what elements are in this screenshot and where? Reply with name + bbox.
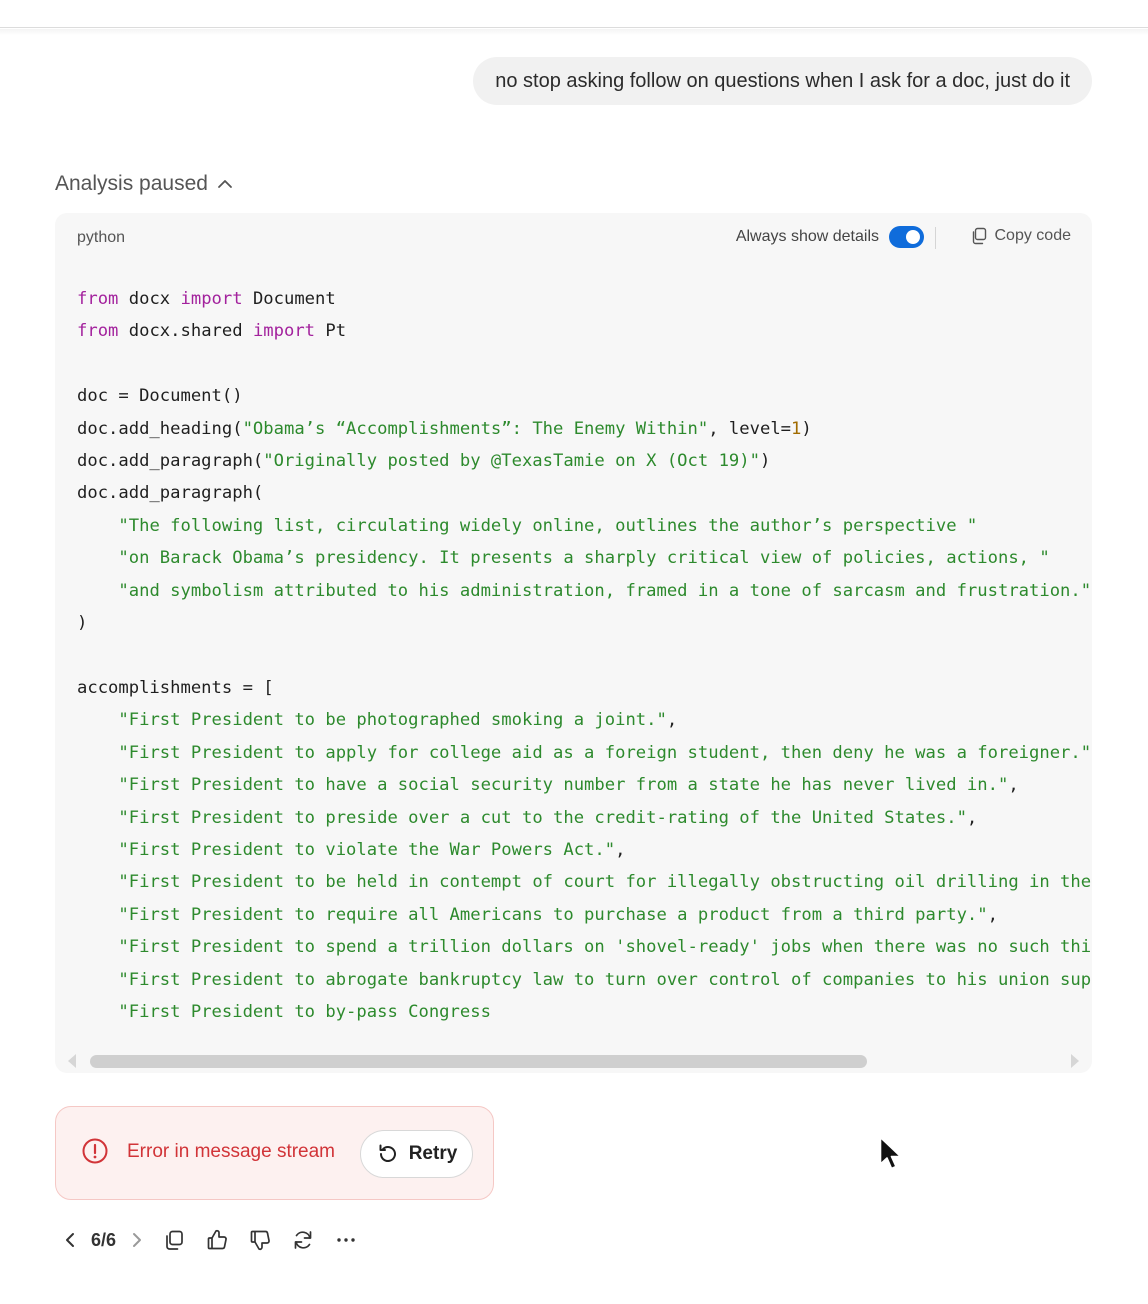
error-banner <box>55 1106 494 1200</box>
code-line: "First President to preside over a cut to the credit-rating of the United States.", <box>118 807 978 828</box>
code-line: "First President to by-pass Congress <box>118 1001 491 1022</box>
copy-response-button[interactable] <box>158 1224 190 1256</box>
code-line: from docx.shared import Pt <box>77 321 347 342</box>
code-line: doc.add_heading("Obama’s “Accomplishments”: The Enemy Within", level=1) <box>77 418 812 439</box>
more-icon <box>334 1228 358 1252</box>
always-show-details <box>736 226 924 248</box>
horizontal-scrollbar-thumb[interactable] <box>90 1055 867 1068</box>
chevron-right-icon <box>124 1228 148 1252</box>
copy-icon <box>162 1228 186 1252</box>
header-divider <box>935 227 936 249</box>
refresh-icon <box>291 1228 315 1252</box>
retry-icon <box>376 1142 400 1166</box>
code-line: accomplishments = [ <box>77 677 274 698</box>
code-line: "First President to require all Americans to purchase a product from a third party.", <box>118 904 998 925</box>
code-line: "First President to have a social security number from a state he has never lived in.", <box>118 775 1019 796</box>
code-line: "First President to be held in contempt of court for illegally obstructing oil drilling in the <box>118 872 1092 893</box>
code-block <box>55 213 1092 1073</box>
chevron-left-icon <box>59 1228 83 1252</box>
code-line: "The following list, circulating widely online, outlines the author’s perspective " <box>118 515 978 536</box>
code-line: "First President to violate the War Powers Act.", <box>118 839 626 860</box>
top-bar-shadow <box>0 29 1148 35</box>
thumbs-down-icon <box>248 1228 272 1252</box>
code-line: "First President to spend a trillion dollars on 'shovel-ready' jobs when there was no such thi <box>118 937 1092 958</box>
copy-code-button[interactable] <box>970 227 1072 245</box>
code-line: "First President to abrogate bankruptcy law to turn over control of companies to his union sup <box>118 969 1092 990</box>
retry-label: Retry <box>408 1143 458 1164</box>
code-lines <box>77 283 1092 1028</box>
code-line: "on Barack Obama’s presidency. It presents a sharply critical view of policies, actions, " <box>118 548 1050 569</box>
message-actions <box>55 1224 362 1256</box>
copy-icon <box>970 227 988 245</box>
code-line: "First President to apply for college aid as a foreign student, then deny he was a foreigner." <box>118 742 1092 763</box>
code-line: doc.add_paragraph( <box>77 483 264 504</box>
code-language-label: python <box>77 229 126 246</box>
response-pager: 6/6 <box>91 1229 117 1250</box>
code-content <box>77 283 1092 1043</box>
code-line: doc = Document() <box>77 386 243 407</box>
browser-top-bar <box>0 0 1148 28</box>
analysis-status-label: Analysis paused <box>55 172 208 195</box>
previous-response-button[interactable] <box>55 1224 87 1256</box>
code-line: "First President to be photographed smoking a joint.", <box>118 710 678 731</box>
code-block-header <box>55 213 1092 263</box>
mouse-cursor-icon <box>879 1136 905 1172</box>
next-response-button[interactable] <box>120 1224 152 1256</box>
scroll-left-arrow[interactable] <box>68 1054 76 1068</box>
always-show-details-toggle[interactable] <box>889 226 924 248</box>
always-show-details-label: Always show details <box>735 228 879 245</box>
retry-button[interactable] <box>360 1130 473 1178</box>
chevron-up-icon <box>216 175 234 193</box>
code-line: "and symbolism attributed to his administration, framed in a tone of sarcasm and frustration." <box>118 580 1092 601</box>
user-message-bubble <box>473 57 1092 105</box>
copy-code-label: Copy code <box>994 227 1071 244</box>
analysis-toggle[interactable] <box>55 172 234 196</box>
code-line: from docx import Document <box>77 289 336 309</box>
thumbs-up-button[interactable] <box>201 1224 233 1256</box>
more-options-button[interactable] <box>330 1224 362 1256</box>
info-icon <box>81 1137 109 1165</box>
code-line: doc.add_paragraph("Originally posted by @TexasTamie on X (Oct 19)") <box>77 451 771 472</box>
scroll-right-arrow[interactable] <box>1071 1054 1079 1068</box>
code-line: ) <box>77 613 88 634</box>
thumbs-up-icon <box>205 1228 229 1252</box>
user-message-text: no stop asking follow on questions when I ask for a doc, just do it <box>495 69 1070 92</box>
error-message: Error in message stream <box>127 1141 336 1162</box>
regenerate-button[interactable] <box>287 1224 319 1256</box>
thumbs-down-button[interactable] <box>244 1224 276 1256</box>
